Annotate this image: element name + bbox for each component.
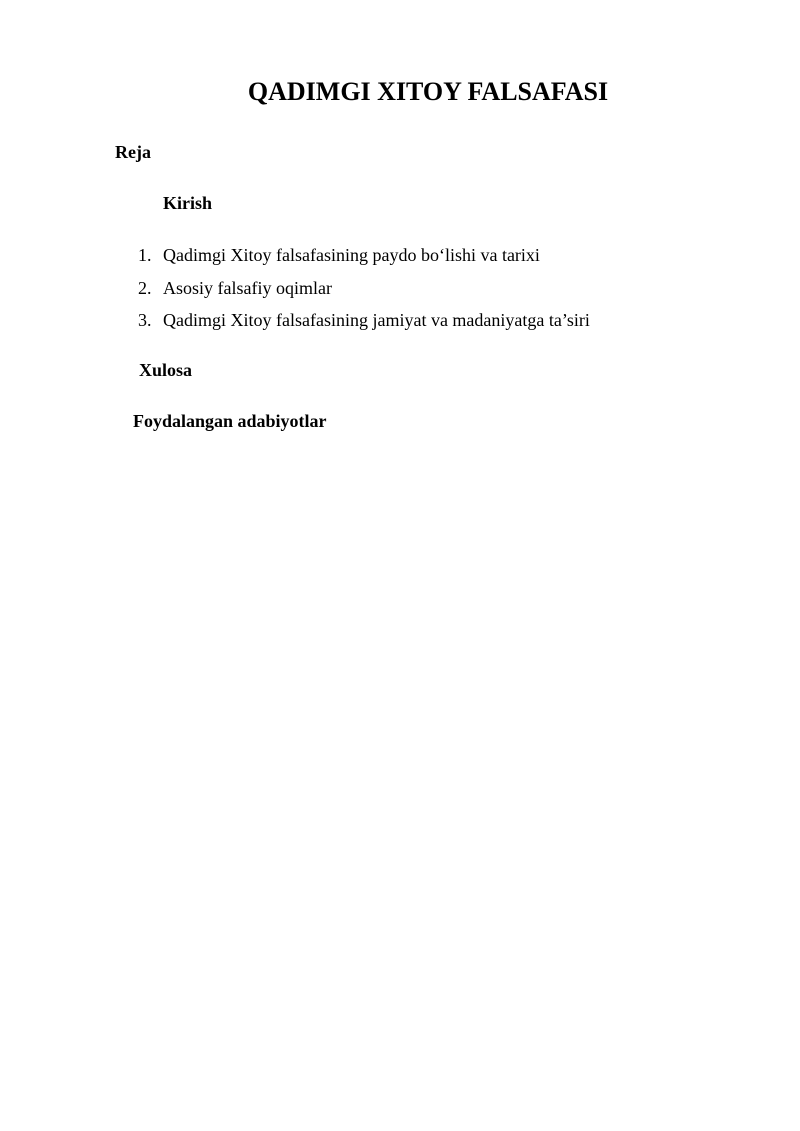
references-heading: Foydalangan adabiyotlar bbox=[133, 411, 327, 431]
plan-item-number: 3. bbox=[138, 310, 152, 330]
plan-item-number: 1. bbox=[138, 245, 152, 265]
intro-heading: Kirish bbox=[163, 193, 213, 213]
plan-item-number: 2. bbox=[138, 277, 152, 298]
plan-item bbox=[138, 309, 590, 342]
conclusion-heading: Xulosa bbox=[139, 360, 193, 380]
plan-item-text: Asosiy falsafiy oqimlar bbox=[163, 277, 332, 298]
plan-list bbox=[138, 244, 590, 342]
plan-item bbox=[138, 277, 590, 310]
document-title: QADIMGI XITOY FALSAFASI bbox=[247, 77, 609, 106]
plan-heading: Reja bbox=[115, 142, 151, 162]
plan-item bbox=[138, 244, 590, 277]
plan-item-text: Qadimgi Xitoy falsafasining jamiyat va madaniyatga ta’siri bbox=[163, 310, 590, 330]
plan-item-text: Qadimgi Xitoy falsafasining paydo bo‘lishi va tarixi bbox=[163, 245, 540, 265]
